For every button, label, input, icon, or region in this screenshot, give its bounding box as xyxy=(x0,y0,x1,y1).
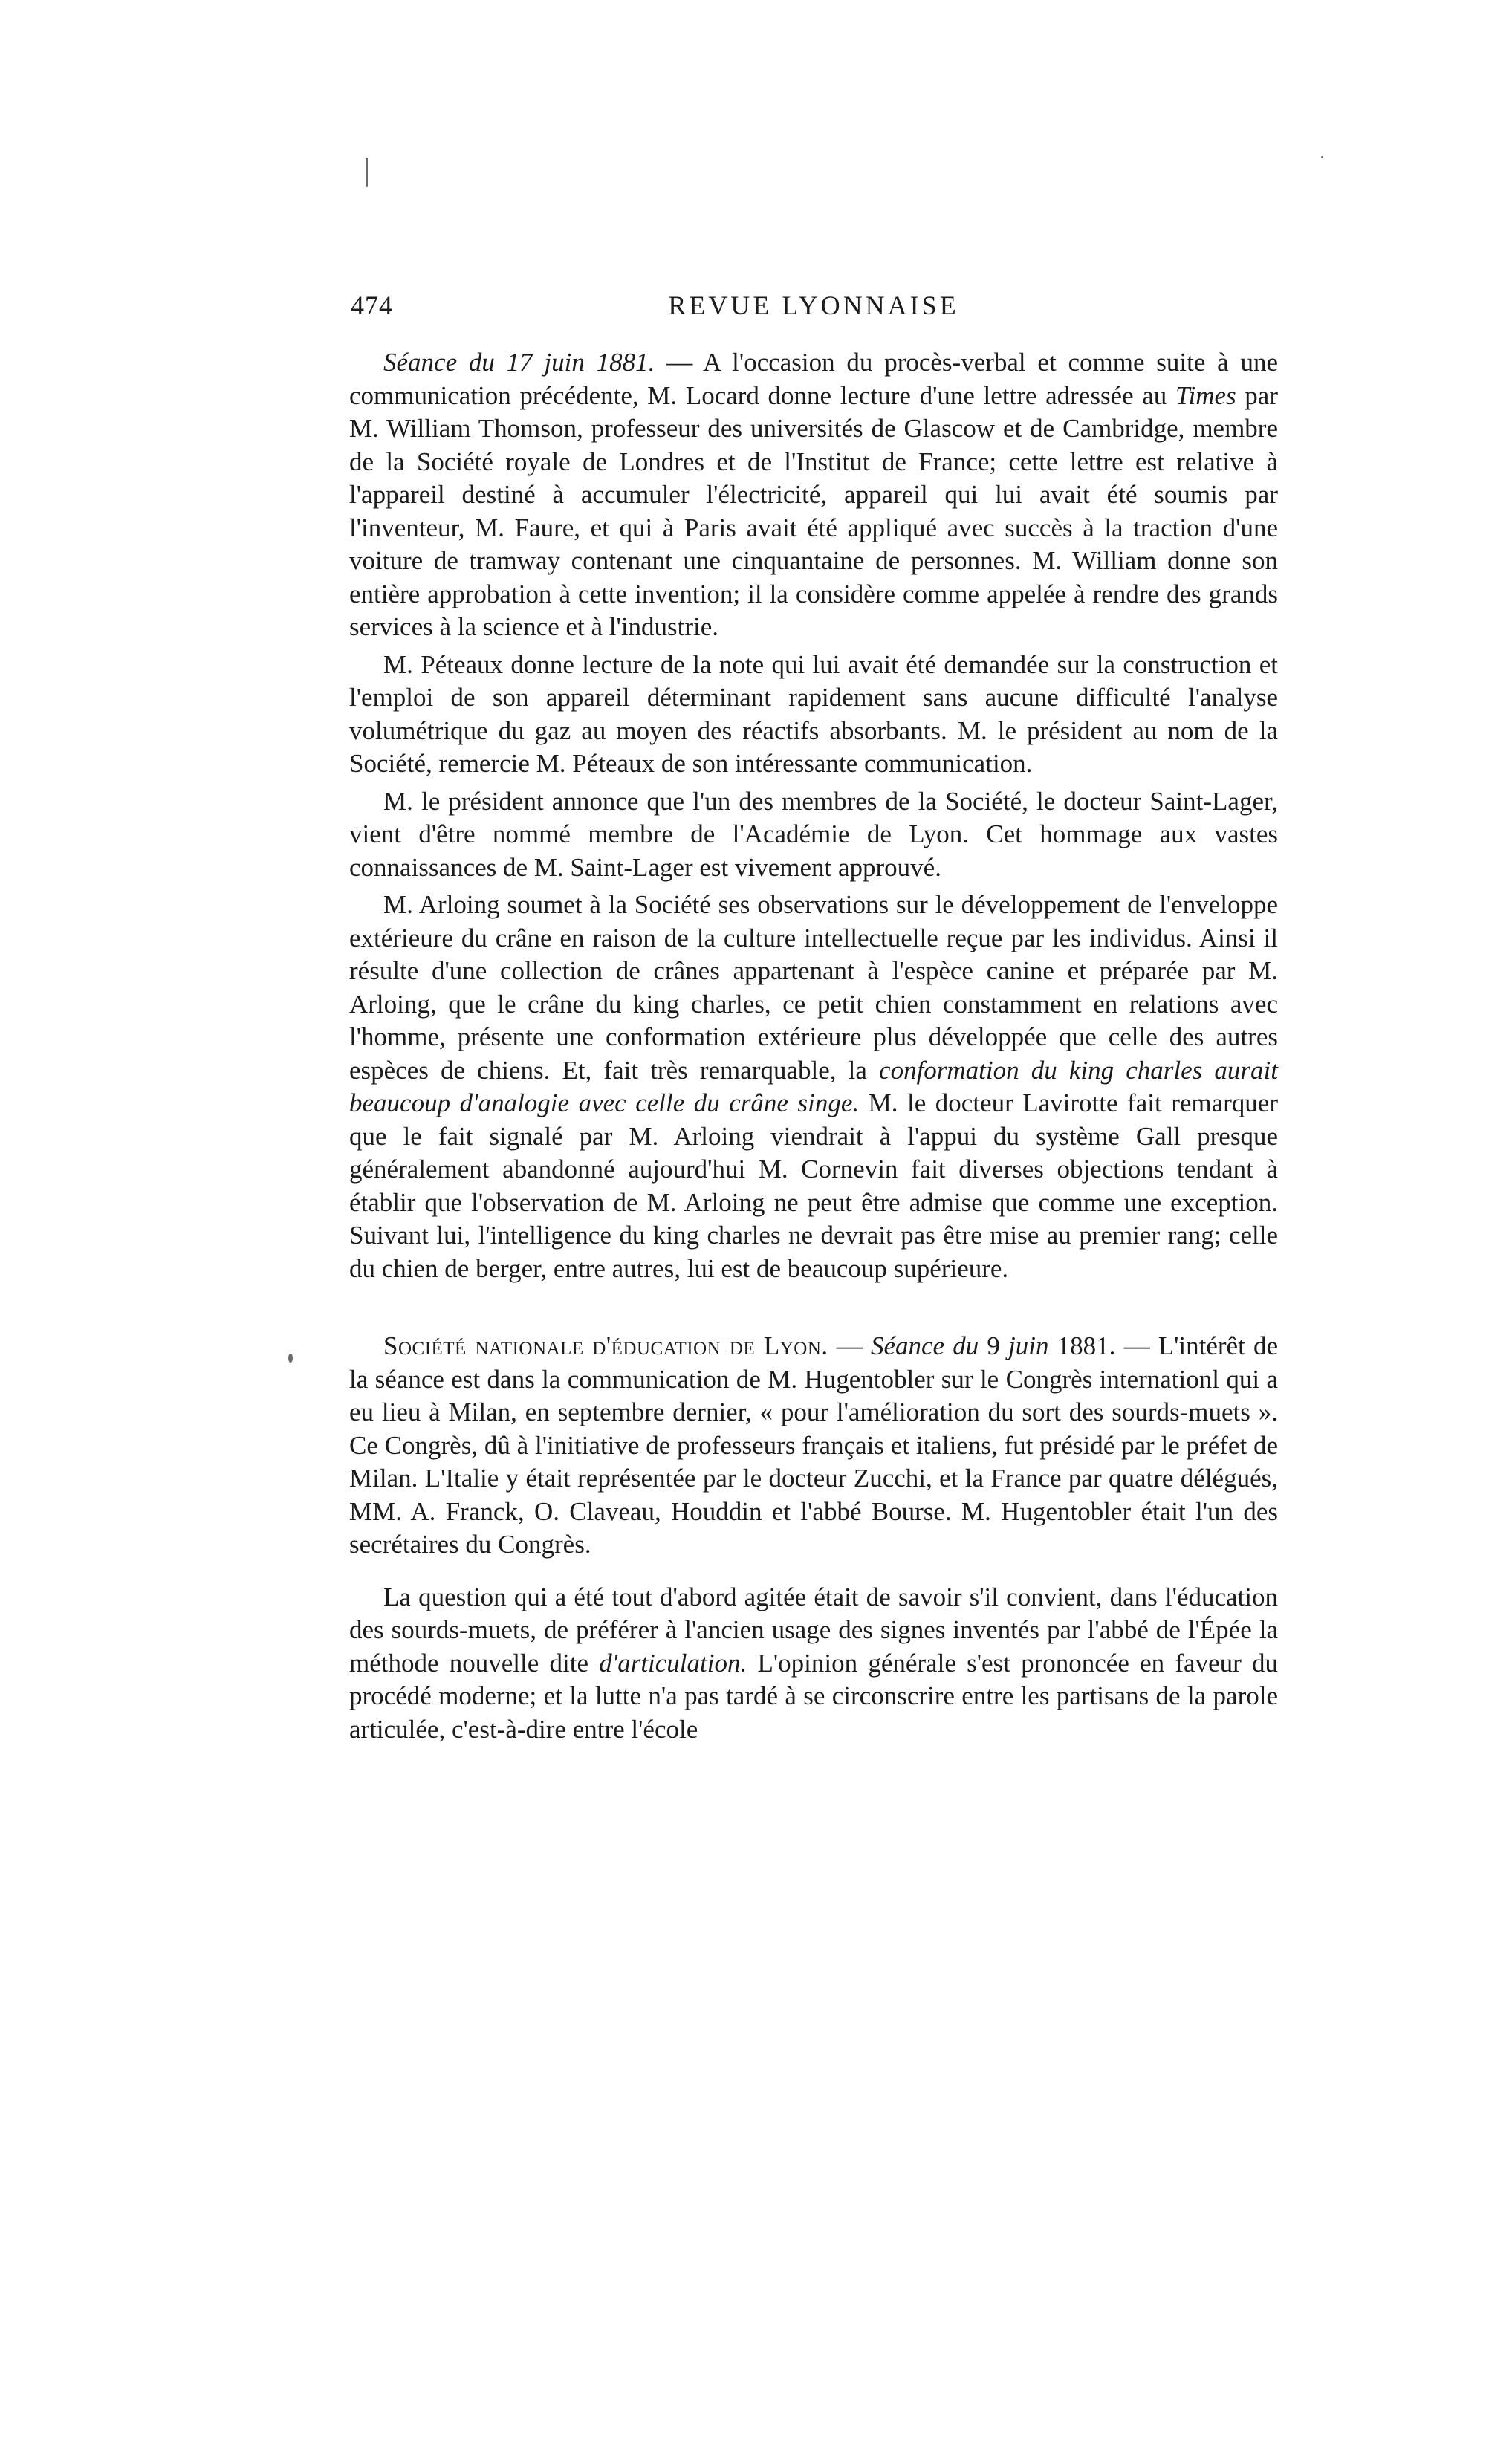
paragraph-text: M. Arloing soumet à la Société ses observations sur le développement de l'enveloppe extérieure du crâne en raison de la culture intellectuelle reçue par les individus. Ainsi il résulte d'une collection de crânes appartenant à l'espèce canine et préparée par M. Arloing, que le crâne du king charles, ce petit chien constamment en relations avec l'homme, présente une conformation extérieure plus développée que celle des autres espèces de chiens. Et, fait très remarquable, la xyxy=(349,890,1278,1085)
running-head xyxy=(349,290,1278,334)
paragraph-peteaux: M. Péteaux donne lecture de la note qui lui avait été demandée sur la construction et l'emploi de son appareil déterminant rapidement sans aucune difficulté l'analyse volumétrique du gaz au moyen des réactifs absorbants. M. le président au nom de la Société, remercie M. Péteaux de son intéressante communication. xyxy=(349,649,1278,778)
paragraph-societe-education xyxy=(349,1330,1278,1562)
paragraph-text: La question qui a été tout d'abord agitée était de savoir s'il convient, dans l'éducation des sourds-muets, de préférer à l'ancien usage des signes inventés par l'abbé de l'Épée la méthode nouvelle dite xyxy=(349,1582,1278,1678)
newspaper-title: Times xyxy=(1175,380,1236,410)
scan-speck xyxy=(366,158,368,187)
society-name: Société nationale d'éducation de Lyon. xyxy=(383,1331,828,1360)
paragraph-seance-17-juin xyxy=(349,346,1278,644)
dash: — xyxy=(828,1331,871,1360)
italic-quote: conformation du king charles aurait beaucoup d'analogie avec celle du crâne singe. xyxy=(349,1055,1279,1117)
scan-speck xyxy=(1321,156,1323,158)
journal-title: REVUE LYONNAISE xyxy=(668,290,959,320)
seance-month: juin xyxy=(1008,1331,1049,1360)
paragraph-text: — A l'occasion du procès-verbal et comme suite à une communication précédente, M. Locard donne lecture d'une lettre adressée au xyxy=(349,348,1278,410)
paragraph-text: 1881. — L'intérêt de la séance est dans la communication de M. Hugentobler sur le Congrès internationl qui a eu lieu à Milan, en septembre dernier, « pour l'amélioration du sort des sourds-muets ». Ce Congrès, dû à l'initiative de professeurs français et italiens, fut présidé par le préfet de Milan. L'Italie y était représentée par le docteur Zucchi, et la France par quatre délégués, MM. A. Franck, O. Claveau, Houddin et l'abbé Bourse. M. Hugentobler était l'un des secrétaires du Congrès. xyxy=(349,1331,1279,1559)
page xyxy=(349,290,1278,1746)
paragraph-question xyxy=(349,1581,1278,1747)
paragraph-text: par M. William Thomson, professeur des universités de Glascow et de Cambridge, membre de la Société royale de Londres et de l'Institut de France; cette lettre est relative à l'appareil destiné à accumuler l'électricité, appareil qui lui avait été soumis par l'inventeur, M. Faure, et qui à Paris avait été appliqué avec succès à la traction d'une voiture de tramway contenant une cinquantaine de personnes. M. William donne son entière approbation à cette invention; il la considère comme appelée à rendre des grands services à la science et à l'industrie. xyxy=(349,380,1278,641)
seance-heading: Séance du 17 juin 1881. xyxy=(383,348,655,377)
page-number: 474 xyxy=(351,290,393,320)
seance-day: 9 xyxy=(979,1331,1009,1360)
paragraph-text: L'opinion générale s'est prononcée en faveur du procédé moderne; et la lutte n'a pas tardé à se circonscrire entre les partisans de la parole articulée, c'est-à-dire entre l'école xyxy=(349,1648,1278,1744)
seance-label: Séance du xyxy=(870,1331,979,1360)
paragraph-saint-lager: M. le président annonce que l'un des membres de la Société, le docteur Saint-Lager, vient d'être nommé membre de l'Académie de Lyon. Cet hommage aux vastes connaissances de M. Saint-Lager est vivement approuvé. xyxy=(349,786,1278,882)
paragraph-text: M. le docteur Lavirotte fait remarquer que le fait signalé par M. Arloing viendrait à l'appui du système Gall presque généralement abandonné aujourd'hui M. Cornevin fait diverses objections tendant à établir que l'observation de M. Arloing ne peut être admise que comme une exception. Suivant lui, l'intelligence du king charles ne devrait pas être mise au premier rang; celle du chien de berger, entre autres, lui est de beaucoup supérieure. xyxy=(349,1088,1278,1283)
italic-term: d'articulation. xyxy=(599,1648,747,1678)
paragraph-arloing xyxy=(349,889,1278,1285)
scan-speck xyxy=(288,1354,293,1363)
